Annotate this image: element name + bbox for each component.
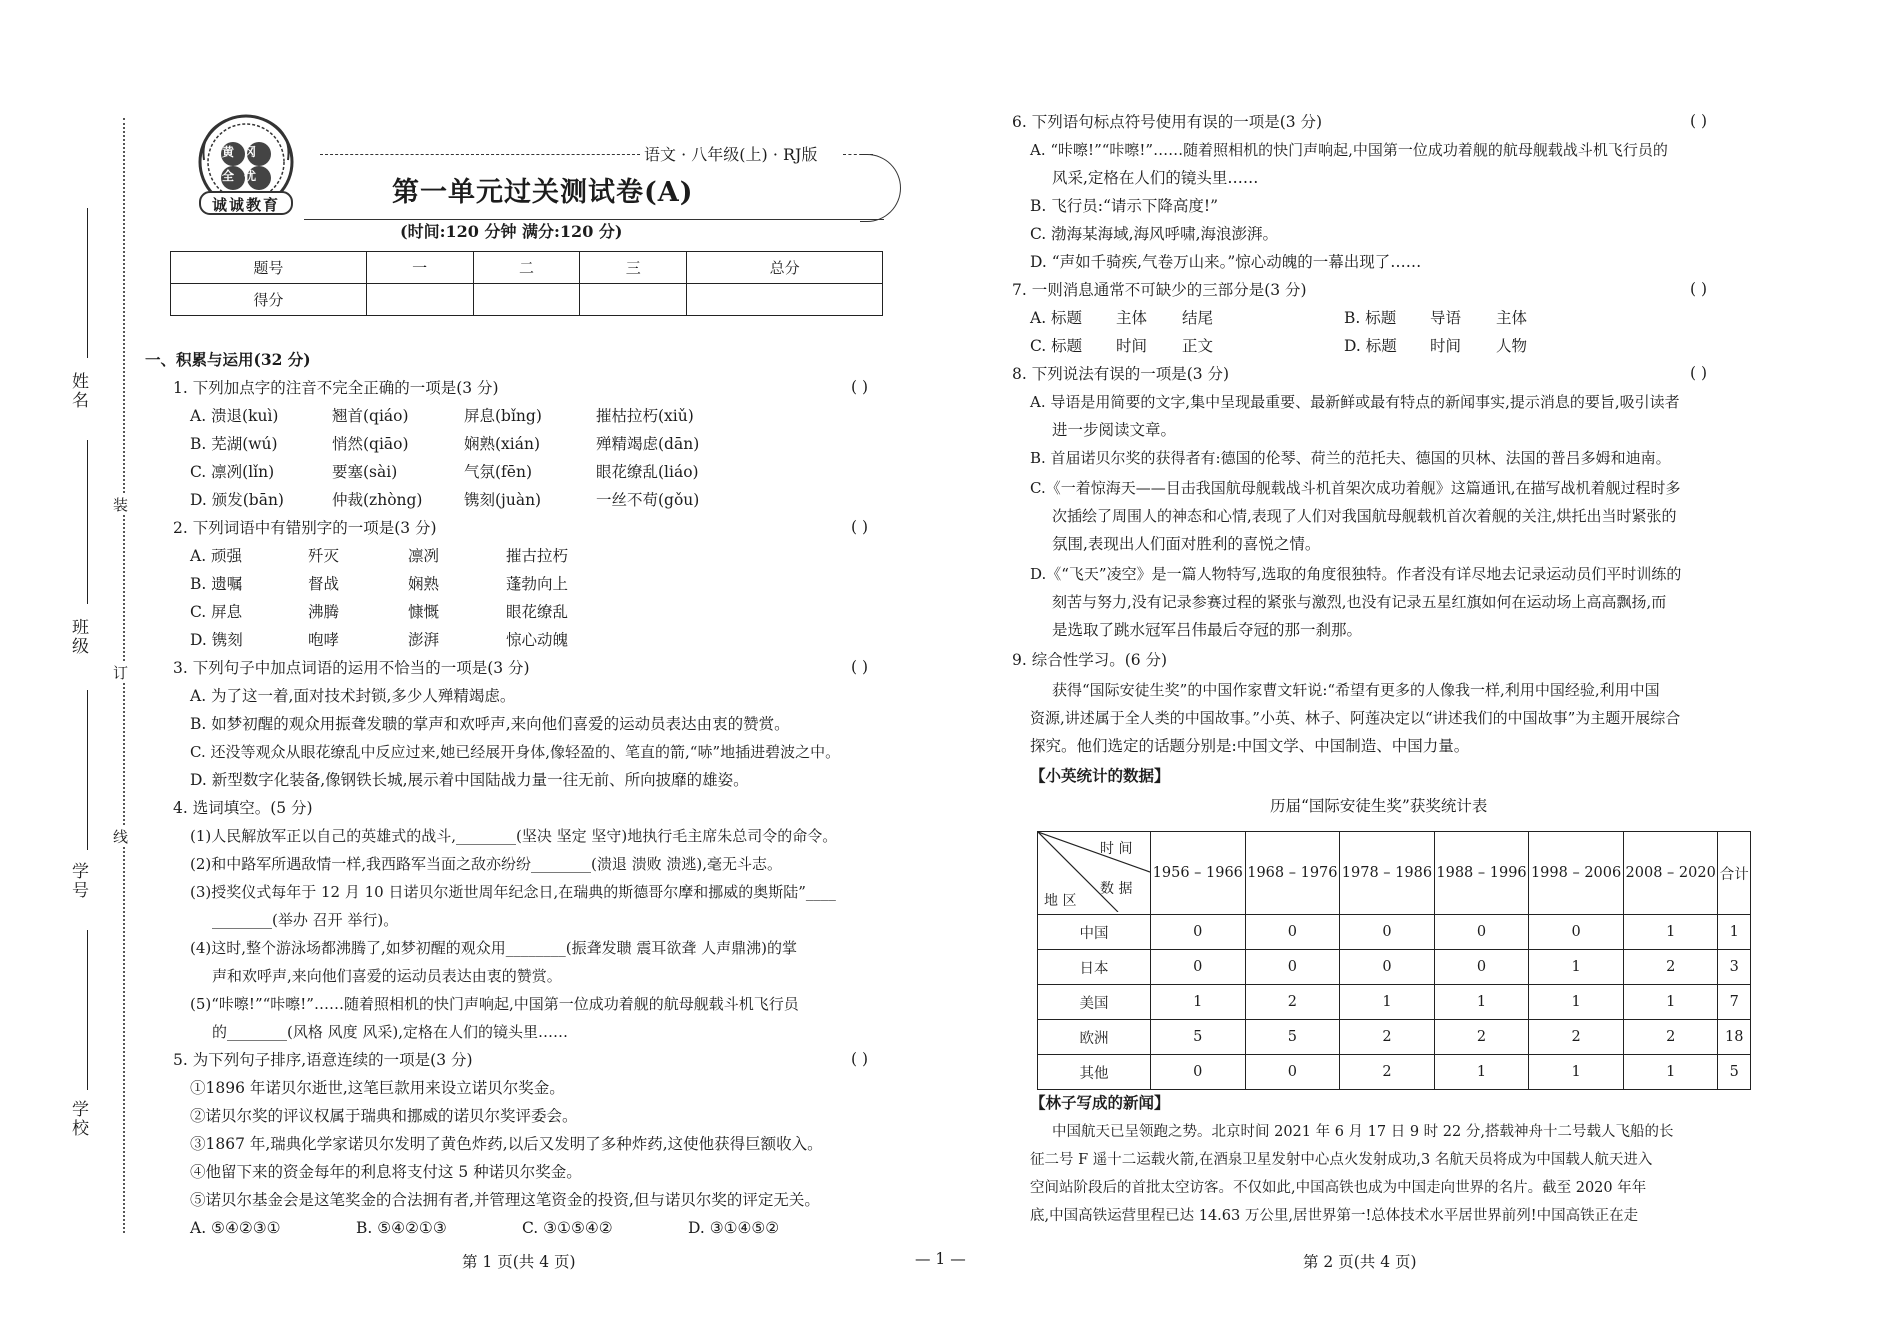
table-cell: 1	[1623, 1055, 1718, 1090]
option-text: 凛冽	[408, 547, 440, 565]
fill-item: (3)授奖仪式每年于 12 月 10 日诺贝尔逝世周年纪念日,在瑞典的斯德哥尔摩和挪威的奥斯陆”____	[190, 883, 836, 901]
table-cell: 1	[1434, 1055, 1529, 1090]
news-line: 中国航天已呈领跑之势。北京时间 2021 年 6 月 17 日 9 时 22 分,搭载神舟十二号载人飞船的长	[1052, 1124, 1674, 1140]
question-stem: 4. 选词填空。(5 分)	[173, 799, 313, 817]
score-table	[170, 251, 883, 316]
option-text: 次插绘了周围人的神态和心情,表现了人们对我国航母舰载机首次着舰的关注,烘托出当时紧张的	[1052, 507, 1677, 525]
score-entry[interactable]	[580, 284, 687, 316]
option-text: D. 新型数字化装备,像钢铁长城,展示着中国陆战力量一往无前、所向披靡的雄姿。	[190, 771, 749, 789]
option-text: 结尾	[1182, 309, 1214, 327]
fill-item: 声和欢呼声,来向他们喜爱的运动员表达由衷的赞赏。	[212, 967, 562, 985]
option-text: D.《“飞天”凌空》是一篇人物特写,选取的角度很独特。作者没有详尽地去记录运动员们平时训练的	[1030, 565, 1682, 583]
option-text: 时间	[1430, 337, 1462, 355]
header-curve	[860, 154, 901, 222]
paragraph-line: 探究。他们选定的话题分别是:中国文学、中国制造、中国力量。	[1030, 737, 1470, 755]
option-text: 进一步阅读文章。	[1052, 421, 1177, 439]
answer-paren[interactable]: ( )	[851, 658, 869, 676]
option-text: 翘首(qiáo)	[332, 407, 409, 425]
option-text: 蓬勃向上	[506, 575, 569, 593]
option-text: D. “声如千骑疾,气卷万山来。”惊心动魄的一幕出现了……	[1030, 253, 1422, 271]
option-text: 慷慨	[408, 603, 440, 621]
answer-paren[interactable]: ( )	[1690, 280, 1708, 298]
table-row	[1038, 950, 1751, 985]
option-text: 屏息(bǐng)	[464, 407, 542, 425]
option-text: A. ⑤④②③①	[190, 1219, 281, 1237]
table-row	[1038, 915, 1751, 950]
score-entry[interactable]	[366, 284, 473, 316]
option-text: 氛围,表现出人们面对胜利的喜悦之情。	[1052, 535, 1321, 553]
table-cell: 0	[1151, 915, 1246, 950]
header-dashed-rule	[320, 154, 640, 155]
option-text: B. ⑤④②①③	[356, 1219, 447, 1237]
table-cell: 1	[1529, 985, 1624, 1020]
table-cell: 5	[1151, 1020, 1246, 1055]
table-title: 历届“国际安徒生奖”获奖统计表	[1270, 797, 1488, 815]
table-cell: 1	[1434, 985, 1529, 1020]
option-text: C. 渤海某海域,海风呼啸,海浪澎湃。	[1030, 225, 1279, 243]
score-cell: 题号	[171, 252, 367, 284]
corner-time-label: 时 间	[1100, 841, 1133, 857]
option-text: A. 标题	[1030, 309, 1083, 327]
option-text: D. 镌刻	[190, 631, 243, 649]
sentence-item: ⑤诺贝尔基金会是这笔奖金的合法拥有者,并管理这笔资金的投资,但与诺贝尔奖的评定无关。	[190, 1191, 820, 1209]
table-cell: 0	[1434, 915, 1529, 950]
column-header: 1998 – 2006	[1529, 832, 1624, 915]
news-line: 底,中国高铁运营里程已达 14.63 万公里,居世界第一!总体技术水平居世界前列!中国高铁正在走	[1030, 1208, 1639, 1224]
option-text: 风采,定格在人们的镜头里……	[1052, 169, 1259, 187]
section-heading: 一、积累与运用(32 分)	[145, 350, 311, 369]
corner-region-label: 地 区	[1044, 893, 1077, 909]
logo-bottom-text: 全优	[222, 169, 267, 183]
sentence-item: ③1867 年,瑞典化学家诺贝尔发明了黄色炸药,以后又发明了多种炸药,这使他获得巨额收入。	[190, 1135, 823, 1153]
subsection-label: 【小英统计的数据】	[1030, 766, 1170, 785]
option-text: 摧枯拉朽(xiǔ)	[596, 407, 694, 425]
option-text: 主体	[1496, 309, 1528, 327]
option-text: 镌刻(juàn)	[464, 491, 542, 509]
corner-data-label: 数 据	[1100, 881, 1133, 897]
class-label: 班级	[68, 618, 88, 656]
answer-paren[interactable]: ( )	[851, 378, 869, 396]
option-text: C. 屏息	[190, 603, 243, 621]
answer-paren[interactable]: ( )	[1690, 112, 1708, 130]
option-text: 时间	[1116, 337, 1148, 355]
subject-grade: 语文 · 八年级(上) · RJ版	[644, 145, 818, 164]
school-label: 学校	[68, 1100, 88, 1138]
table-cell: 0	[1245, 950, 1340, 985]
score-entry[interactable]	[687, 284, 883, 316]
option-text: 娴熟	[408, 575, 440, 593]
sentence-item: ④他留下来的资金每年的利息将支付这 5 种诺贝尔奖金。	[190, 1163, 582, 1181]
option-text: 刻苦与努力,没有记录参赛过程的紧张与激烈,也没有记录五星红旗如何在运动场上高高飘扬,而	[1052, 593, 1667, 611]
binding-word-ding: 订	[113, 664, 129, 682]
option-text: C. ③①⑤④②	[522, 1219, 613, 1237]
award-table-header-row	[1038, 832, 1751, 915]
option-text: C. 还没等观众从眼花缭乱中反应过来,她已经展开身体,像轻盈的、笔直的箭,“哧”地插进碧波之中。	[190, 743, 841, 761]
sentence-item: ①1896 年诺贝尔逝世,这笔巨款用来设立诺贝尔奖金。	[190, 1079, 565, 1097]
name-label: 姓名	[68, 372, 88, 410]
table-cell: 2	[1434, 1020, 1529, 1055]
table-cell: 18	[1718, 1020, 1751, 1055]
question-stem: 8. 下列说法有误的一项是(3 分)	[1012, 365, 1230, 383]
class-write-line	[87, 440, 88, 604]
subsection-label: 【林子写成的新闻】	[1030, 1093, 1170, 1112]
logo-ribbon-text: 诚诚教育	[212, 196, 281, 214]
question-stem: 5. 为下列句子排序,语意连续的一项是(3 分)	[173, 1051, 473, 1069]
option-text: C.《一着惊海天——目击我国航母舰载战斗机首架次成功着舰》这篇通讯,在描写战机着舰过程时多	[1030, 479, 1681, 497]
question-stem: 7. 一则消息通常不可缺少的三部分是(3 分)	[1012, 281, 1307, 299]
score-table-score-row	[171, 284, 883, 316]
fill-item: (5)“咔嚓!”“咔嚓!”……随着照相机的快门声响起,中国第一位成功着舰的航母舰载斗机飞行员	[190, 995, 799, 1013]
fill-item: 的________(风格 风度 风采),定格在人们的镜头里……	[212, 1023, 569, 1041]
table-cell: 0	[1151, 950, 1246, 985]
question-stem: 3. 下列句子中加点词语的运用不恰当的一项是(3 分)	[173, 659, 530, 677]
id-write-line	[87, 690, 88, 850]
table-cell: 0	[1151, 1055, 1246, 1090]
option-text: D. 标题	[1344, 337, 1397, 355]
row-region: 美国	[1038, 985, 1151, 1020]
column-header: 2008 – 2020	[1623, 832, 1718, 915]
paragraph-line: 资源,讲述属于全人类的中国故事。”小英、林子、阿莲决定以“讲述我们的中国故事”为主题开展综合	[1030, 709, 1681, 727]
page-title: 第一单元过关测试卷(A)	[392, 177, 694, 208]
sentence-item: ②诺贝尔奖的评议权属于瑞典和挪威的诺贝尔奖评委会。	[190, 1107, 578, 1125]
binding-word-zhuang: 装	[113, 496, 129, 514]
option-text: B. 首届诺贝尔奖的获得者有:德国的伦琴、荷兰的范托夫、德国的贝林、法国的普吕多姆和迪南。	[1030, 449, 1671, 467]
table-cell: 2	[1340, 1020, 1435, 1055]
news-line: 空间站阶段后的首批太空访客。不仅如此,中国高铁也成为中国走向世界的名片。截至 2020 年年	[1030, 1180, 1647, 1196]
score-entry[interactable]	[473, 284, 580, 316]
fill-item: (4)这时,整个游泳场都沸腾了,如梦初醒的观众用________(振聋发聩 震耳欲聋 人声鼎沸)的掌	[190, 939, 798, 957]
table-cell: 5	[1718, 1055, 1751, 1090]
option-text: 导语	[1430, 309, 1462, 327]
table-cell: 7	[1718, 985, 1751, 1020]
score-table-header-row	[171, 252, 883, 284]
table-cell: 1	[1529, 950, 1624, 985]
option-text: B. 标题	[1344, 309, 1397, 327]
logo-top-text: 黄冈	[222, 145, 267, 159]
school-write-line	[87, 930, 88, 1090]
table-cell: 1	[1151, 985, 1246, 1020]
table-cell: 1	[1718, 915, 1751, 950]
score-cell: 二	[473, 252, 580, 284]
table-cell: 1	[1340, 985, 1435, 1020]
option-text: 气氛(fēn)	[464, 463, 532, 481]
table-cell: 2	[1245, 985, 1340, 1020]
table-cell: 2	[1623, 950, 1718, 985]
option-text: C. 标题	[1030, 337, 1083, 355]
question-stem: 1. 下列加点字的注音不完全正确的一项是(3 分)	[173, 379, 499, 397]
news-line: 征二号 F 遥十二运载火箭,在酒泉卫星发射中心点火发射成功,3 名航天员将成为中国载人航天进入	[1030, 1152, 1653, 1168]
row-region: 其他	[1038, 1055, 1151, 1090]
option-text: 主体	[1116, 309, 1148, 327]
column-header: 1956 – 1966	[1151, 832, 1246, 915]
table-cell: 0	[1245, 1055, 1340, 1090]
score-cell: 总分	[687, 252, 883, 284]
question-stem: 2. 下列词语中有错别字的一项是(3 分)	[173, 519, 437, 537]
row-region: 中国	[1038, 915, 1151, 950]
score-cell: 得分	[171, 284, 367, 316]
option-text: 眼花缭乱(liáo)	[596, 463, 699, 481]
option-text: C. 凛冽(lǐn)	[190, 463, 275, 481]
publisher-logo	[190, 112, 302, 220]
option-text: 一丝不苟(gǒu)	[596, 491, 700, 509]
table-cell: 5	[1245, 1020, 1340, 1055]
page-number-center: — 1 —	[915, 1250, 966, 1268]
question-stem: 6. 下列语句标点符号使用有误的一项是(3 分)	[1012, 113, 1323, 131]
column-header: 1978 – 1986	[1340, 832, 1435, 915]
answer-paren[interactable]: ( )	[851, 518, 869, 536]
table-cell: 1	[1623, 915, 1718, 950]
corner-cell	[1038, 832, 1151, 915]
column-header: 合计	[1718, 832, 1751, 915]
option-text: 悄然(qiāo)	[332, 435, 409, 453]
row-region: 欧洲	[1038, 1020, 1151, 1055]
column-header: 1988 – 1996	[1434, 832, 1529, 915]
option-text: B. 如梦初醒的观众用振聋发聩的掌声和欢呼声,来向他们喜爱的运动员表达由衷的赞赏。	[190, 715, 790, 733]
option-text: A. 顽强	[190, 547, 243, 565]
score-cell: 一	[366, 252, 473, 284]
option-text: D. 颁发(bān)	[190, 491, 284, 509]
option-text: 歼灭	[308, 547, 340, 565]
score-cell: 三	[580, 252, 687, 284]
table-cell: 2	[1340, 1055, 1435, 1090]
table-cell: 0	[1340, 915, 1435, 950]
option-text: D. ③①④⑤②	[688, 1219, 780, 1237]
table-cell: 0	[1529, 915, 1624, 950]
option-text: 沸腾	[308, 603, 340, 621]
binding-word-xian: 线	[113, 828, 129, 846]
header-bottom-rule	[304, 219, 884, 220]
table-cell: 1	[1623, 985, 1718, 1020]
option-text: 殚精竭虑(dān)	[596, 435, 700, 453]
option-text: B. 飞行员:“请示下降高度!”	[1030, 197, 1219, 215]
option-text: 仲裁(zhòng)	[332, 491, 423, 509]
page-number-right: 第 2 页(共 4 页)	[1303, 1253, 1417, 1271]
question-stem: 9. 综合性学习。(6 分)	[1012, 651, 1168, 669]
option-text: B. 芜湖(wú)	[190, 435, 278, 453]
option-text: 娴熟(xián)	[464, 435, 541, 453]
option-text: A. 导语是用简要的文字,集中呈现最重要、最新鲜或最有特点的新闻事实,提示消息的要旨,吸引读者	[1030, 393, 1680, 411]
page-number-left: 第 1 页(共 4 页)	[462, 1253, 576, 1271]
table-cell: 3	[1718, 950, 1751, 985]
table-row	[1038, 1055, 1751, 1090]
fill-item: ________(举办 召开 举行)。	[212, 911, 399, 929]
row-region: 日本	[1038, 950, 1151, 985]
table-cell: 2	[1529, 1020, 1624, 1055]
fill-item: (1)人民解放军正以自己的英雄式的战斗,________(坚决 坚定 坚守)地执行毛主席朱总司令的命令。	[190, 827, 838, 845]
option-text: 人物	[1496, 337, 1528, 355]
option-text: A. 为了这一着,面对技术封锁,多少人殚精竭虑。	[190, 687, 516, 705]
table-cell: 2	[1623, 1020, 1718, 1055]
option-text: 眼花缭乱	[506, 603, 569, 621]
table-cell: 1	[1529, 1055, 1624, 1090]
option-text: 澎湃	[408, 631, 440, 649]
fill-item: (2)和中路军所遇敌情一样,我西路军当面之敌亦纷纷________(溃退 溃败 溃逃),毫无斗志。	[190, 855, 783, 873]
option-text: 摧古拉朽	[506, 547, 569, 565]
option-text: A. “咔嚓!”“咔嚓!”……随着照相机的快门声响起,中国第一位成功着舰的航母舰载战斗机飞行员的	[1030, 141, 1668, 159]
id-label: 学号	[68, 862, 88, 900]
option-text: B. 遗嘱	[190, 575, 243, 593]
time-score-info: (时间:120 分钟 满分:120 分)	[400, 222, 623, 241]
column-header: 1968 – 1976	[1245, 832, 1340, 915]
option-text: 正文	[1182, 337, 1214, 355]
option-text: 是选取了跳水冠军吕伟最后夺冠的那一刹那。	[1052, 621, 1363, 639]
table-cell: 0	[1245, 915, 1340, 950]
option-text: A. 溃退(kuì)	[190, 407, 279, 425]
table-row	[1038, 1020, 1751, 1055]
answer-paren[interactable]: ( )	[1690, 364, 1708, 382]
table-cell: 0	[1434, 950, 1529, 985]
name-write-line	[87, 208, 88, 358]
option-text: 咆哮	[308, 631, 340, 649]
award-table	[1037, 831, 1751, 1090]
paragraph-line: 获得“国际安徒生奖”的中国作家曹文轩说:“希望有更多的人像我一样,利用中国经验,利用中国	[1052, 681, 1660, 699]
option-text: 督战	[308, 575, 340, 593]
table-row	[1038, 985, 1751, 1020]
table-cell: 0	[1340, 950, 1435, 985]
answer-paren[interactable]: ( )	[851, 1050, 869, 1068]
option-text: 惊心动魄	[506, 631, 569, 649]
option-text: 要塞(sài)	[332, 463, 398, 481]
